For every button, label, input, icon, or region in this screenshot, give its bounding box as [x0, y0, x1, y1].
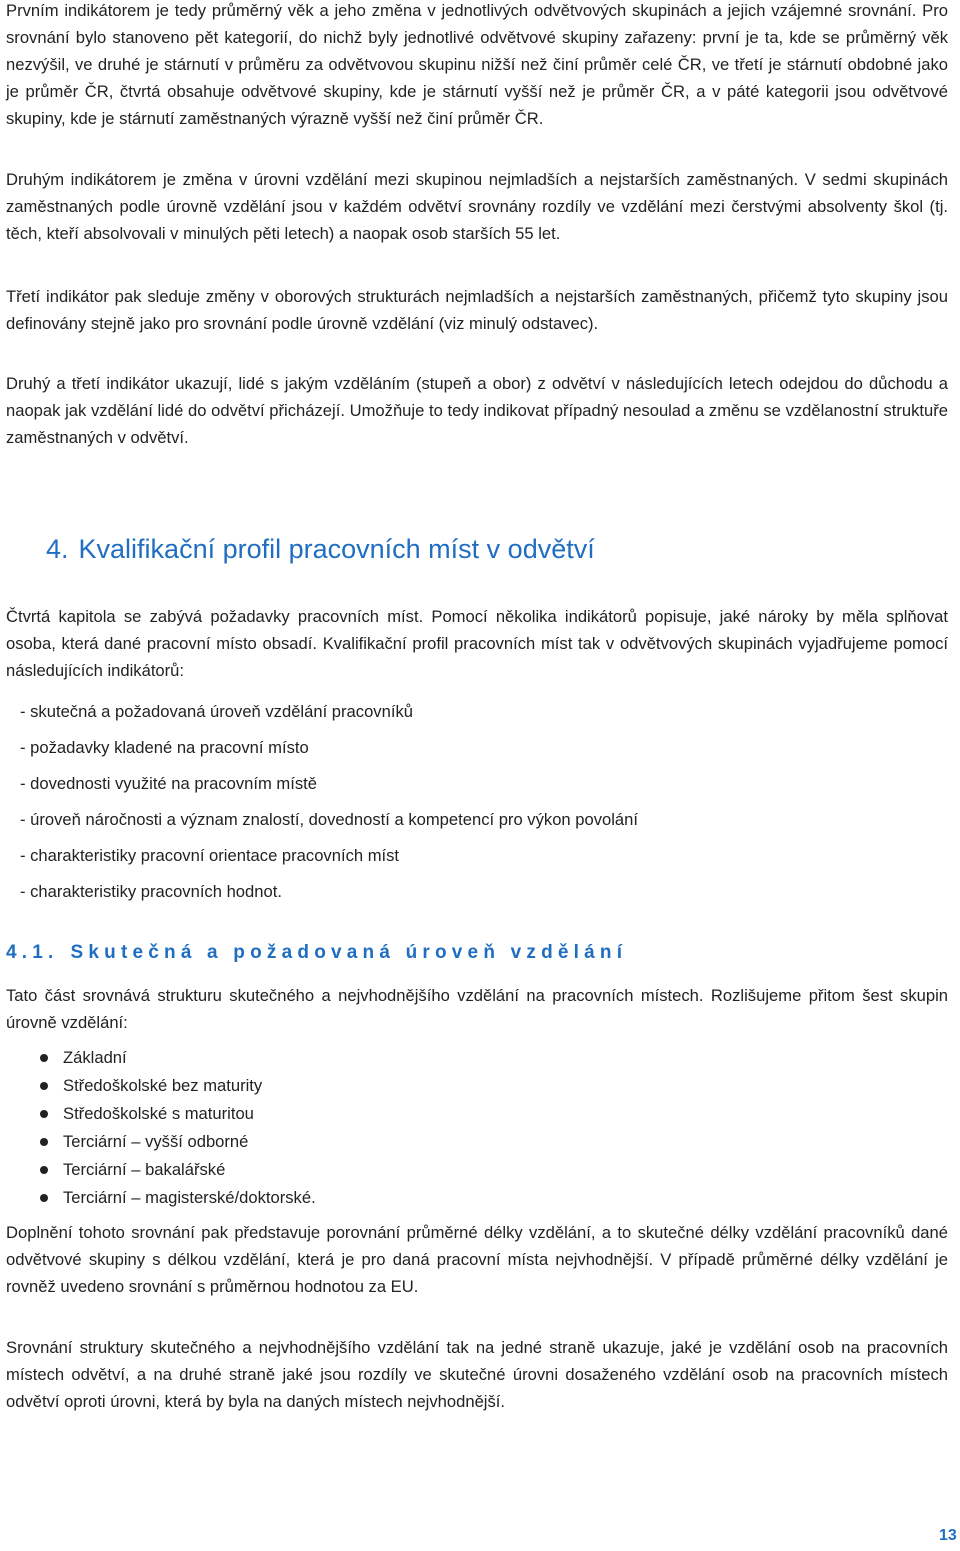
list-item: - charakteristiky pracovních hodnot. — [20, 882, 282, 901]
chapter-heading — [46, 531, 595, 567]
list-item-label: Středoškolské s maturitou — [63, 1104, 254, 1123]
section-number: 4.1. — [6, 942, 59, 963]
chapter-title: Kvalifikační profil pracovních míst v odvětví — [78, 534, 595, 564]
list-item — [40, 1184, 316, 1212]
bullet-icon — [40, 1166, 48, 1174]
bullet-icon — [40, 1110, 48, 1118]
paragraph-indicator-2: Druhým indikátorem je změna v úrovni vzdělání mezi skupinou nejmladších a nejstarších zaměstnaných. V sedmi skupinách zaměstnaných podle úrovně vzdělání jsou v každém odvětví srovnány rozdíly ve vzdělání mezi čerstvými absolventy škol (tj. těch, kteří absolvovali v minulých pěti letech) a naopak osob starších 55 let. — [6, 170, 948, 243]
paragraph-indicator-1: Prvním indikátorem je tedy průměrný věk a jeho změna v jednotlivých odvětvových skupinách a jejich vzájemné srovnání. Pro srovnání bylo stanoveno pět kategorií, do nichž byly jednotlivé odvětvové skupiny zařazeny: první je ta, kde se průměrný věk nezvýšil, ve druhé je stárnutí v průměru za odvětvovou skupinu nižší než činí průměr celé ČR, ve třetí je stárnutí obdobné jako je průměr ČR, čtvrtá obsahuje odvětvové skupiny, kde je stárnutí vyšší než je průměr ČR, a v páté kategorii jsou odvětvové skupiny, kde je stárnutí zaměstnaných výrazně vyšší než činí průměr ČR. — [6, 1, 948, 128]
bullet-icon — [40, 1138, 48, 1146]
list-item — [40, 1100, 316, 1128]
section-heading — [6, 938, 627, 968]
section-title: Skutečná a požadovaná úroveň vzdělání — [70, 942, 628, 963]
list-item — [40, 1072, 316, 1100]
indicator-list — [20, 694, 638, 910]
list-item: - charakteristiky pracovní orientace pracovních míst — [20, 846, 400, 865]
list-item — [40, 1128, 316, 1156]
list-item-label: Základní — [63, 1048, 127, 1067]
list-item: - skutečná a požadovaná úroveň vzdělání pracovníků — [20, 702, 413, 721]
paragraph-education-length: Doplnění tohoto srovnání pak představuje porovnání průměrné délky vzdělání, a to skutečné délky vzdělání pracovníků dané odvětvové skupiny s délkou vzdělání, která je pro daná pracovní místa nejvhodnější. V případě průměrné délky vzdělání je rovněž uvedeno srovnání s průměrnou hodnotou za EU. — [6, 1223, 948, 1296]
list-item — [40, 1044, 316, 1072]
list-item-label: Terciární – vyšší odborné — [63, 1132, 249, 1151]
bullet-icon — [40, 1194, 48, 1202]
paragraph-chapter-intro: Čtvrtá kapitola se zabývá požadavky pracovních míst. Pomocí několika indikátorů popisuje, jaké nároky by měla splňovat osoba, která dané pracovní místo obsadí. Kvalifikační profil pracovních míst tak v odvětvových skupinách vyjadřujeme pomocí následujících indikátorů: — [6, 607, 948, 680]
bullet-icon — [40, 1082, 48, 1090]
paragraph-section-intro: Tato část srovnává strukturu skutečného a nejvhodnějšího vzdělání na pracovních místech. Rozlišujeme přitom šest skupin úrovně vzdělání: — [6, 986, 948, 1032]
list-item — [40, 1156, 316, 1184]
list-item-label: Terciární – bakalářské — [63, 1160, 226, 1179]
paragraph-indicators-summary: Druhý a třetí indikátor ukazují, lidé s jakým vzděláním (stupeň a obor) z odvětví v následujících letech odejdou do důchodu a naopak jak vzdělání lidé do odvětví přicházejí. Umožňuje to tedy indikovat případný nesoulad a změnu se vzdělanostní struktuře zaměstnaných v odvětví. — [6, 374, 948, 447]
list-item: - požadavky kladené na pracovní místo — [20, 738, 309, 757]
paragraph-education-structure: Srovnání struktury skutečného a nejvhodnějšího vzdělání tak na jedné straně ukazuje, jaké je vzdělání osob na pracovních místech odvětví, a na druhé straně jaké jsou rozdíly ve skutečné úrovni dosaženého vzdělání osob na pracovních místech odvětví oproti úrovni, která by byla na daných místech nejvhodnější. — [6, 1338, 948, 1411]
paragraph-indicator-3: Třetí indikátor pak sleduje změny v oborových strukturách nejmladších a nejstarších zaměstnaných, přičemž tyto skupiny jsou definovány stejně jako pro srovnání podle úrovně vzdělání (viz minulý odstavec). — [6, 287, 948, 333]
list-item: - úroveň náročnosti a význam znalostí, dovedností a kompetencí pro výkon povolání — [20, 810, 638, 829]
list-item: - dovednosti využité na pracovním místě — [20, 774, 317, 793]
bullet-icon — [40, 1054, 48, 1062]
chapter-number: 4. — [46, 534, 69, 564]
page-number: 13 — [939, 1527, 957, 1544]
list-item-label: Terciární – magisterské/doktorské. — [63, 1188, 316, 1207]
list-item-label: Středoškolské bez maturity — [63, 1076, 263, 1095]
education-level-list — [40, 1044, 316, 1212]
